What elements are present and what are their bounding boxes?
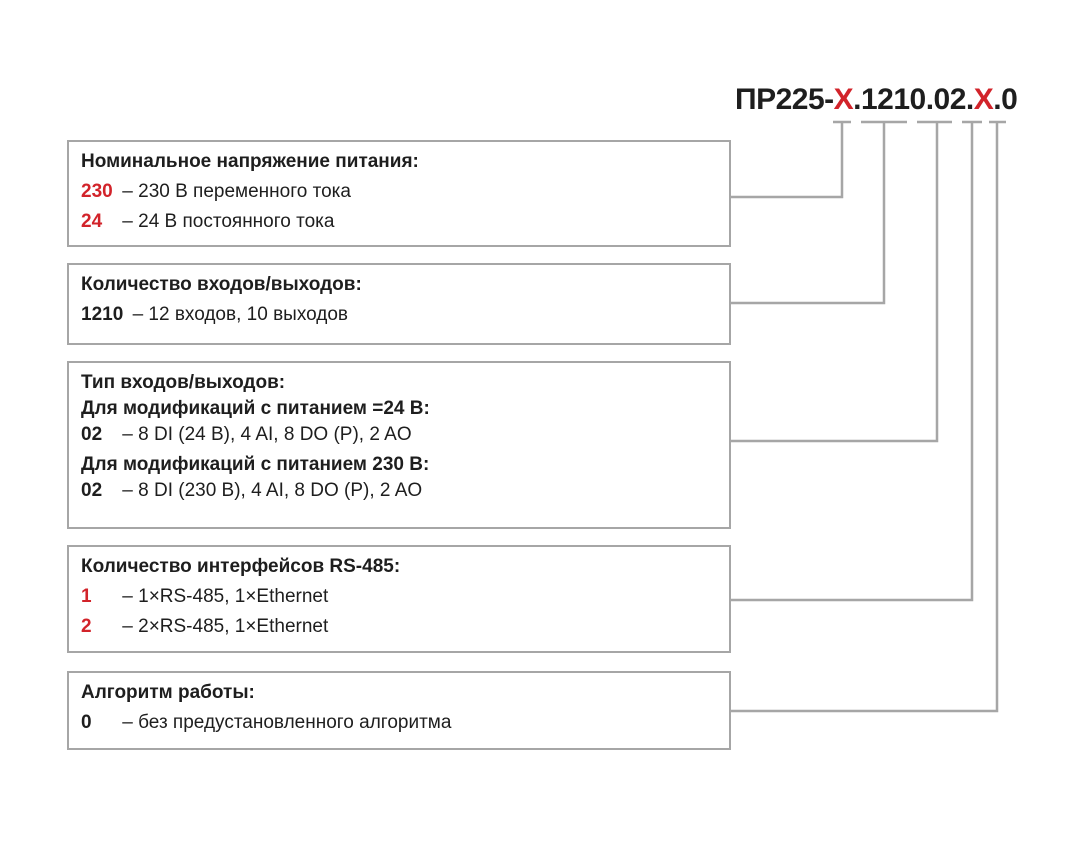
box-rs485-count	[67, 545, 731, 653]
connector-io-type	[731, 122, 937, 441]
option-desc: – 8 DI (24 В), 4 AI, 8 DO (Р), 2 AO	[122, 424, 412, 445]
code-part-voltage: Х	[833, 83, 854, 116]
option-row	[81, 210, 717, 234]
option-code: 230	[81, 181, 113, 202]
connector-io-count	[731, 122, 884, 303]
order-code	[735, 82, 1018, 118]
option-code: 2	[81, 616, 92, 637]
option-row	[81, 423, 717, 447]
box-supply-voltage	[67, 140, 731, 247]
option-desc: – без предустановленного алгоритма	[122, 712, 452, 733]
code-part-interfaces: Х	[973, 83, 994, 116]
option-code: 02	[81, 424, 103, 445]
option-row	[81, 615, 717, 639]
box-title: Номинальное напряжение питания:	[81, 151, 419, 172]
box-io-type	[67, 361, 731, 529]
box-title: Количество входов/выходов:	[81, 274, 362, 295]
option-code: 1210	[81, 304, 124, 325]
option-desc: – 12 входов, 10 выходов	[132, 304, 349, 325]
option-desc: – 8 DI (230 В), 4 AI, 8 DO (Р), 2 AO	[122, 480, 423, 501]
option-code: 24	[81, 211, 103, 232]
option-code: 02	[81, 480, 103, 501]
connector-voltage	[731, 122, 842, 197]
code-part-prefix: ПР225-	[735, 83, 834, 116]
box-algorithm	[67, 671, 731, 750]
box-title: Тип входов/выходов:	[81, 372, 286, 393]
group-subtitle: Для модификаций с питанием 230 В:	[81, 454, 430, 475]
option-desc: – 230 В переменного тока	[122, 181, 351, 202]
option-desc: – 2×RS-485, 1×Ethernet	[122, 616, 329, 637]
group-subtitle: Для модификаций с питанием =24 В:	[81, 398, 430, 419]
option-row	[81, 180, 717, 204]
option-desc: – 1×RS-485, 1×Ethernet	[122, 586, 329, 607]
option-row	[81, 303, 717, 327]
option-desc: – 24 В постоянного тока	[122, 211, 335, 232]
box-title: Алгоритм работы:	[81, 682, 255, 703]
option-row	[81, 711, 717, 735]
box-title: Количество интерфейсов RS-485:	[81, 556, 401, 577]
option-row	[81, 585, 717, 609]
option-code: 0	[81, 712, 92, 733]
box-io-count	[67, 263, 731, 345]
option-row	[81, 479, 717, 503]
option-code: 1	[81, 586, 92, 607]
code-part-middle: .1210.02.	[853, 83, 974, 116]
connector-interfaces	[731, 122, 972, 600]
code-part-algorithm: .0	[993, 83, 1018, 116]
connector-algorithm	[731, 122, 997, 711]
